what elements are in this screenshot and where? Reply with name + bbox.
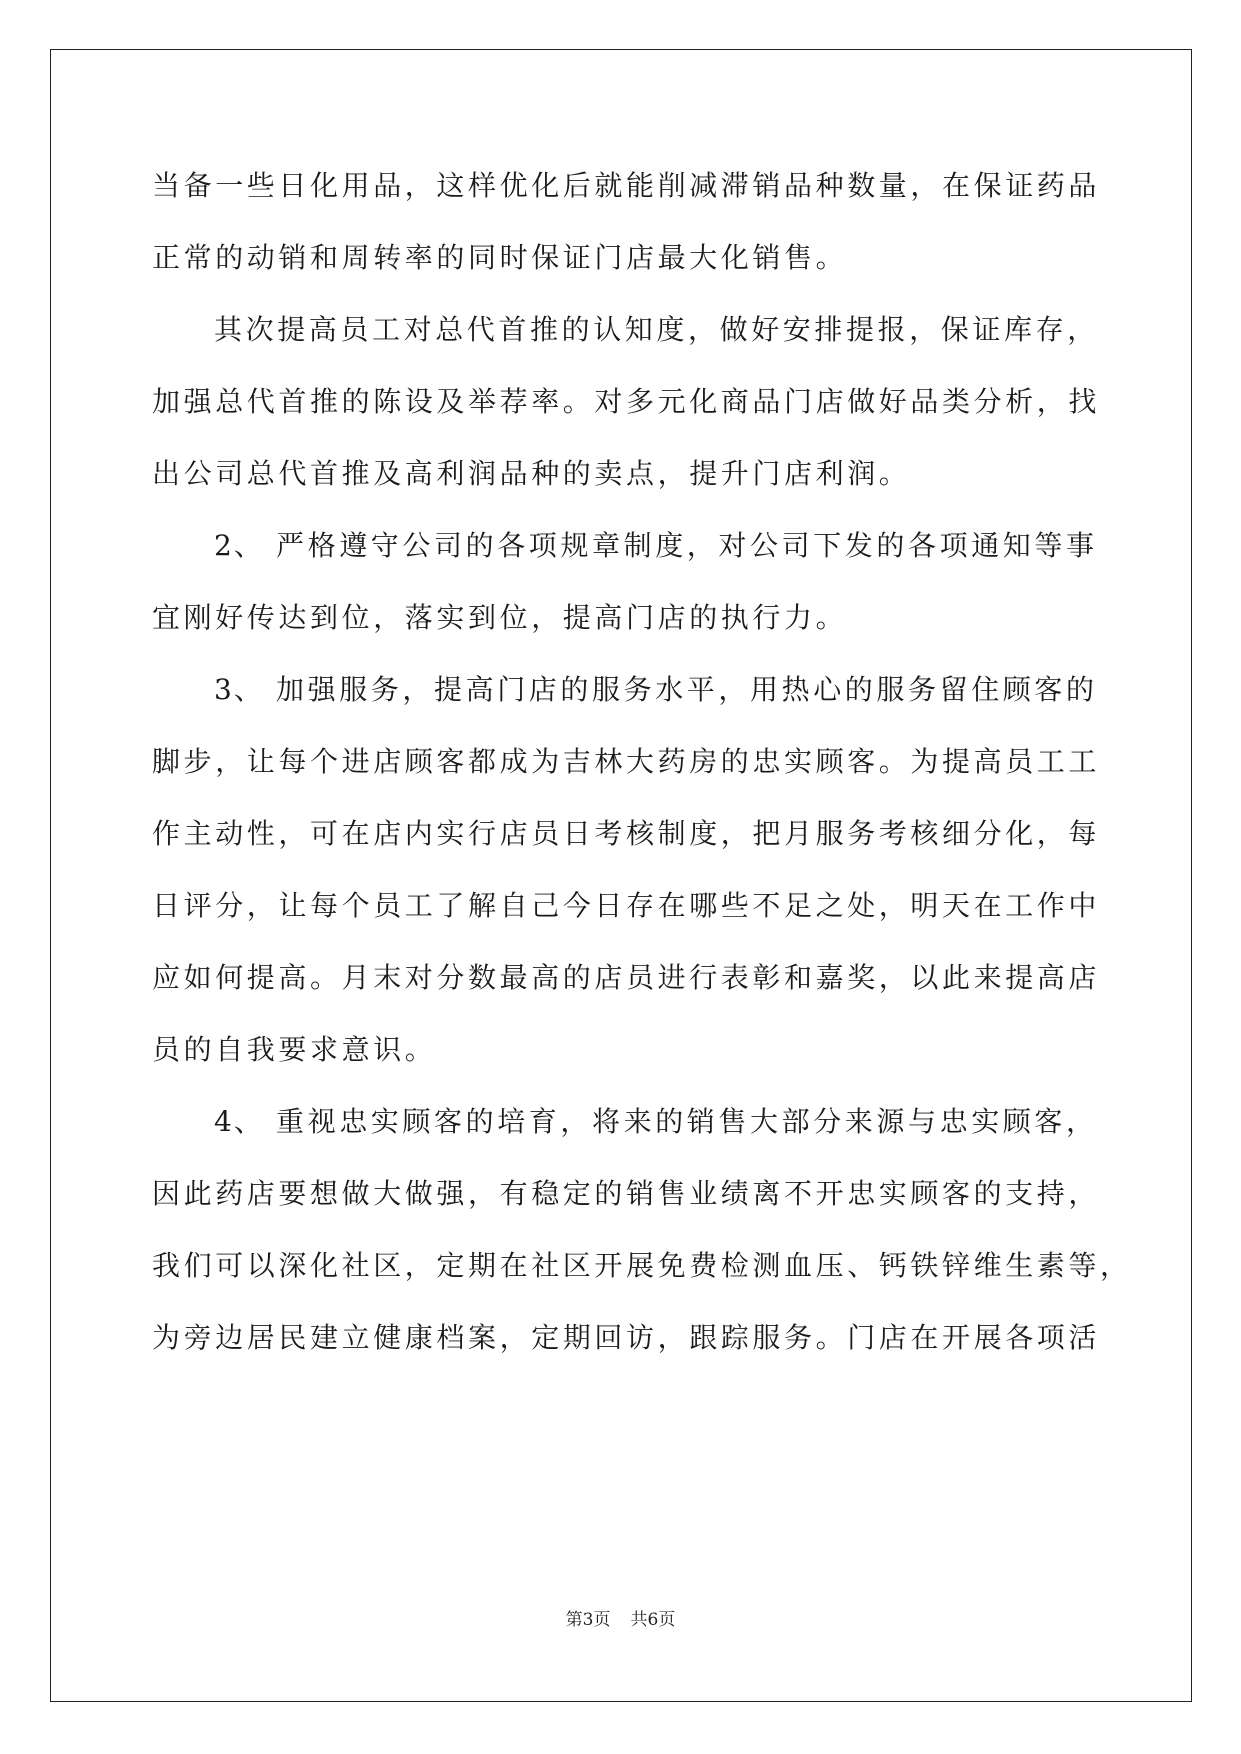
paragraph-item-2 <box>152 523 1098 667</box>
paragraph-item-4 <box>152 1099 1132 1387</box>
text-line-numbered <box>152 523 1098 595</box>
text-line: 因此药店要想做大做强，有稳定的销售业绩离不开忠实顾客的支持， <box>152 1177 1101 1210</box>
paragraph-1 <box>152 163 1101 307</box>
page-total: 共6页 <box>630 1610 676 1630</box>
text-line: 应如何提高。月末对分数最高的店员进行表彰和嘉奖，以此来提高店 <box>152 961 1101 994</box>
item-number: 3、 <box>214 673 264 706</box>
text-line: 其次提高员工对总代首推的认知度，做好安排提报，保证库存， <box>214 313 1099 346</box>
item-number: 4、 <box>214 1105 264 1138</box>
page-number: 第3页 <box>565 1610 611 1630</box>
text-line: 员的自我要求意识。 <box>152 1033 437 1066</box>
text-line-numbered <box>152 667 1098 739</box>
paragraph-item-3 <box>152 667 1101 1099</box>
text-line: 正常的动销和周转率的同时保证门店最大化销售。 <box>152 241 848 274</box>
paragraph-2 <box>152 307 1101 523</box>
text-line: 当备一些日化用品，这样优化后就能削减滞销品种数量，在保证药品 <box>152 169 1101 202</box>
text-line: 作主动性，可在店内实行店员日考核制度，把月服务考核细分化，每 <box>152 817 1101 850</box>
document-body <box>152 163 1132 1387</box>
text-line: 我们可以深化社区，定期在社区开展免费检测血压、钙铁锌维生素等， <box>152 1249 1132 1282</box>
text-line-content: 重视忠实顾客的培育，将来的销售大部分来源与忠实顾客， <box>276 1105 1098 1138</box>
text-line: 日评分，让每个员工了解自己今日存在哪些不足之处，明天在工作中 <box>152 889 1101 922</box>
text-line: 加强总代首推的陈设及举荐率。对多元化商品门店做好品类分析，找 <box>152 385 1101 418</box>
page-footer <box>0 1605 1241 1630</box>
text-line: 脚步，让每个进店顾客都成为吉林大药房的忠实顾客。为提高员工工 <box>152 745 1101 778</box>
text-line-numbered <box>152 1099 1098 1171</box>
text-line: 出公司总代首推及高利润品种的卖点，提升门店利润。 <box>152 457 911 490</box>
text-line: 为旁边居民建立健康档案，定期回访，跟踪服务。门店在开展各项活 <box>152 1321 1101 1354</box>
item-number: 2、 <box>214 529 264 562</box>
text-line-content: 严格遵守公司的各项规章制度，对公司下发的各项通知等事 <box>276 529 1098 562</box>
text-line-content: 加强服务，提高门店的服务水平，用热心的服务留住顾客的 <box>276 673 1098 706</box>
text-line: 宜刚好传达到位，落实到位，提高门店的执行力。 <box>152 601 848 634</box>
